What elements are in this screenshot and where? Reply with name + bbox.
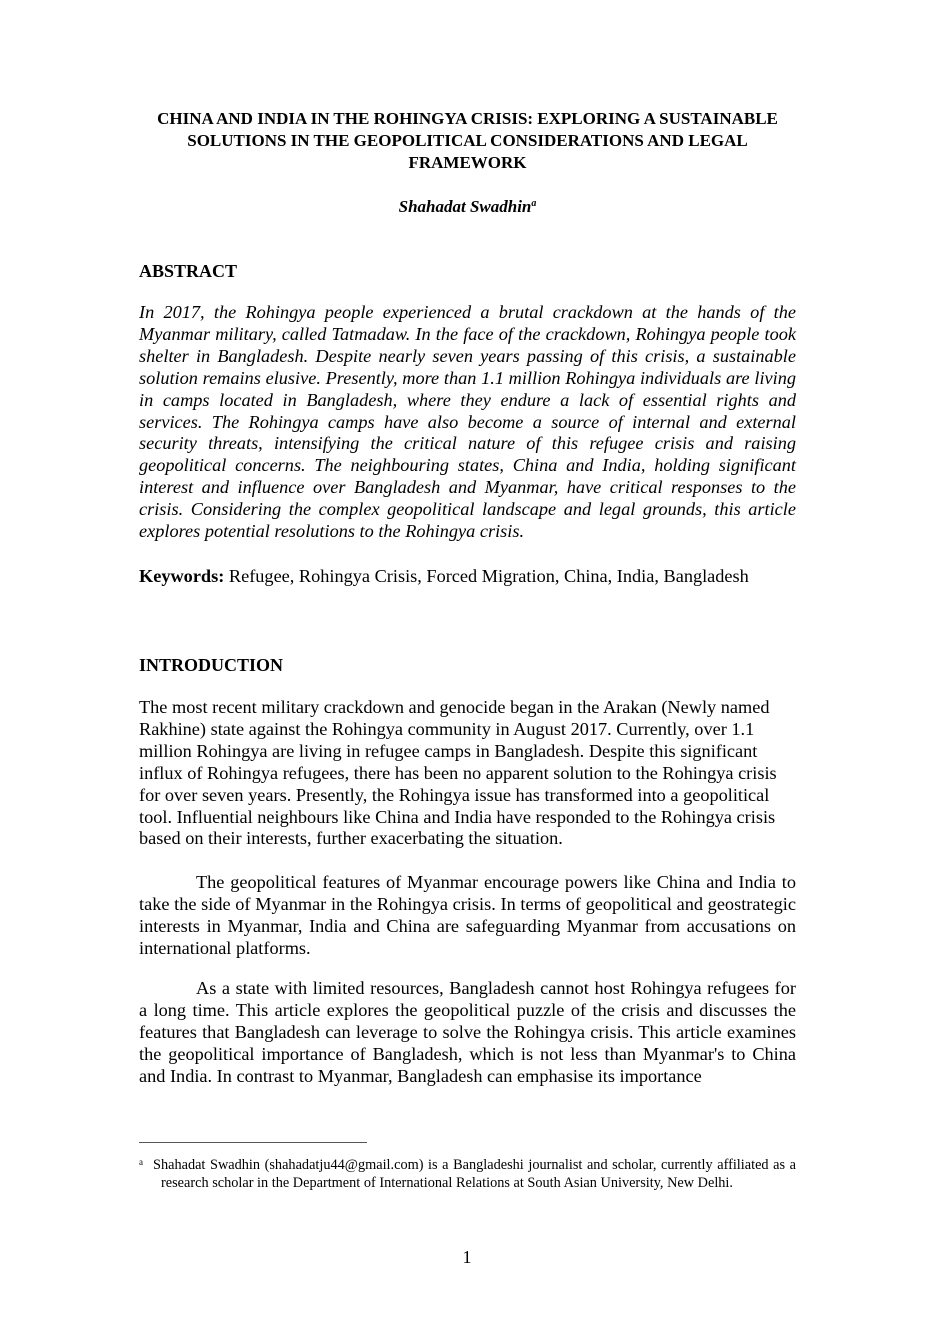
keywords-label: Keywords: xyxy=(139,566,225,586)
intro-paragraph-1: The most recent military crackdown and genocide began in the Arakan (Newly named Rakhine) state against the Rohingya community in August 2017. Currently, over 1.1 million Rohingya are living in refugee camps in Bangladesh. Despite this significant influx of Rohingya refugees, there has been no apparent solution to the Rohingya crisis for over seven years. Presently, the Rohingya issue has transformed into a geopolitical tool. Influential neighbours like China and India have responded to the Rohingya crisis based on their interests, further exacerbating the situation. xyxy=(139,697,777,849)
keywords-list: Refugee, Rohingya Crisis, Forced Migration, China, India, Bangladesh xyxy=(228,566,749,586)
author-footnote-mark: a xyxy=(531,198,537,209)
keywords-line xyxy=(139,565,796,587)
footnote-mark: a xyxy=(139,1157,143,1167)
paper-title: CHINA AND INDIA IN THE ROHINGYA CRISIS: EXPLORING A SUSTAINABLE SOLUTIONS IN THE GEOPOLITICAL CONSIDERATIONS AND LEGAL FRAMEWORK xyxy=(157,109,778,172)
intro-paragraph-2: The geopolitical features of Myanmar encourage powers like China and India to take the side of Myanmar in the Rohingya crisis. In terms of geopolitical and geostrategic interests in Myanmar, India and China are safeguarding Myanmar from accusations on international platforms. xyxy=(139,872,796,958)
author-name xyxy=(139,196,796,218)
abstract-text: In 2017, the Rohingya people experienced a brutal crackdown at the hands of the Myanmar military, called Tatmadaw. In the face of the crackdown, Rohingya people took shelter in Bangladesh. Despite nearly seven years passing of this crisis, a sustainable solution remains elusive. Presently, more than 1.1 million Rohingya individuals are living in camps located in Bangladesh, where they endure a lack of essential rights and services. The Rohingya camps have also become a source of internal and external security threats, intensifying the critical nature of this refugee crisis and raising geopolitical concerns. The neighbouring states, China and India, holding significant interest and influence over Bangladesh and Myanmar, have critical responses to the crisis. Considering the complex geopolitical landscape and legal grounds, this article explores potential resolutions to the Rohingya crisis. xyxy=(139,302,796,542)
introduction-heading: INTRODUCTION xyxy=(139,655,284,675)
footnote-divider xyxy=(139,1142,367,1143)
page-number: 1 xyxy=(462,1247,472,1267)
abstract-heading: ABSTRACT xyxy=(139,261,238,281)
author-name-text: Shahadat Swadhin xyxy=(398,197,532,216)
intro-paragraph-3: As a state with limited resources, Bangladesh cannot host Rohingya refugees for a long time. This article explores the geopolitical puzzle of the crisis and discusses the features that Bangladesh can leverage to solve the Rohingya crisis. This article examines the geopolitical importance of Bangladesh, which is not less than Myanmar's to China and India. In contrast to Myanmar, Bangladesh can emphasise its importance xyxy=(139,978,796,1086)
footnote xyxy=(139,1156,796,1192)
footnote-text: Shahadat Swadhin (shahadatju44@gmail.com) is a Bangladeshi journalist and scholar, currently affiliated as a research scholar in the Department of International Relations at South Asian University, New Delhi. xyxy=(153,1157,796,1191)
